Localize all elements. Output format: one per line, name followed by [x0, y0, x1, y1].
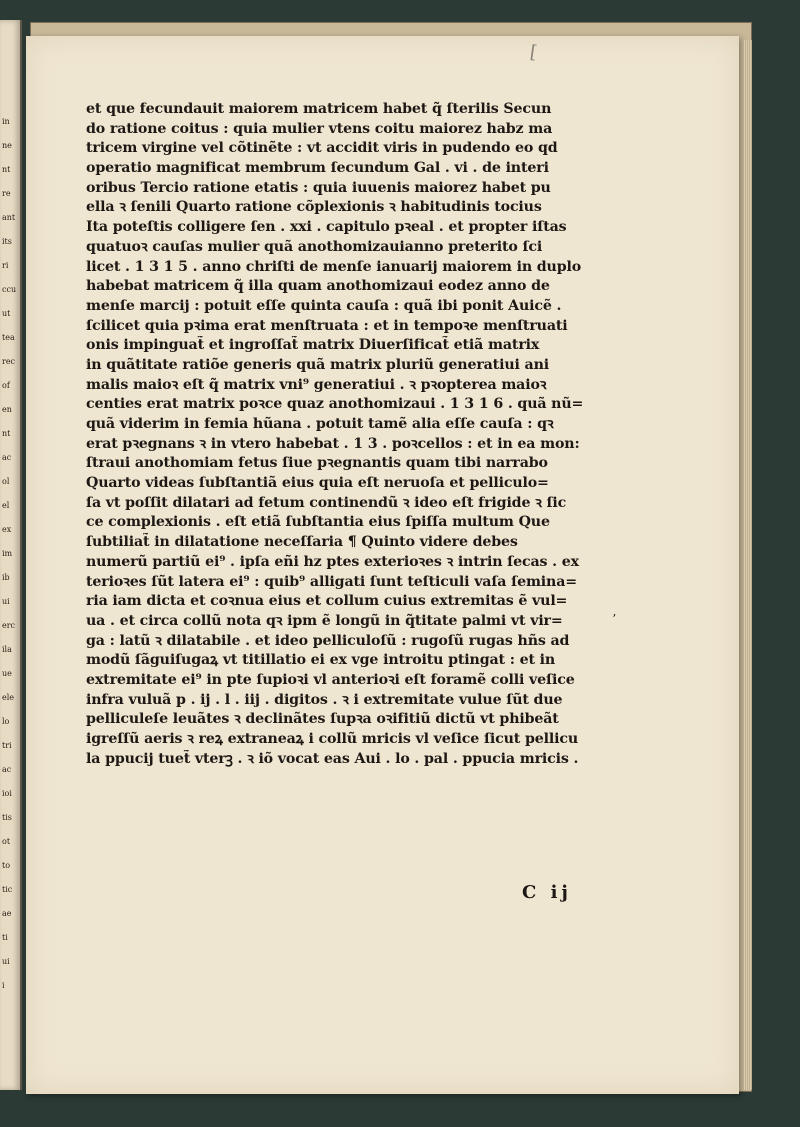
text-line: ella ꝛ ſenili Quarto ratione cõplexionis ꝛ habitudinis tocius	[86, 199, 542, 216]
binding-fragment: ut	[2, 309, 11, 318]
binding-fragment: ae	[2, 909, 12, 918]
text-line: ſcilicet quia pꝛima erat menſtruata : et in tempoꝛe menſtruati	[86, 317, 568, 334]
text-line: habebat matricem q̃ illa quam anothomizaui eodez anno de	[86, 278, 550, 295]
text-line: ce complexionis . eſt etiã ſubſtantia eius ſpiſſa multum Que	[86, 514, 550, 531]
binding-fragment: ti	[2, 933, 8, 942]
text-line: centies erat matrix poꝛce quaz anothomizaui . 1 3 1 6 . quã nũ=	[86, 396, 584, 413]
binding-fragment: ol	[2, 477, 10, 486]
binding-fragment: ot	[2, 837, 11, 846]
binding-fragment: erc	[2, 621, 16, 630]
binding-fragment: ele	[2, 693, 15, 702]
text-line: onis impinguat̃ et ingroſſat̃ matrix Diuerſificat̃ etiã matrix	[86, 337, 540, 354]
binding-fragment: el	[2, 501, 10, 510]
text-line: modũ ſãguiſugaꝝ vt titillatio ei ex vge introitu ptingat : et in	[86, 652, 556, 669]
text-line: malis maioꝛ eſt q̃ matrix vni⁹ generatiui . ꝛ pꝛopterea maioꝛ	[86, 376, 547, 393]
binding-fragment: ne	[2, 141, 12, 150]
text-line: infra vuluã p . ij . l . iij . digitos . ꝛ i extremitate vulue ſũt due	[86, 691, 563, 708]
body-text	[86, 100, 604, 769]
text-line: Ita poteſtis colligere ſen . xxi . capitulo pꝛeal . et propter iſtas	[86, 219, 567, 236]
binding-fragment: ri	[2, 261, 9, 270]
binding-fragment: tea	[2, 333, 15, 342]
text-line: pelliculeſe leuãtes ꝛ declinãtes ſupꝛa oꝛifitiũ dictũ vt phibeãt	[86, 711, 559, 728]
binding-fragment: ccu	[2, 285, 17, 294]
margin-mark: ʼ	[612, 612, 616, 626]
text-line: oribus Tercio ratione etatis : quia iuuenis maiorez habet pu	[86, 179, 551, 196]
text-line: la ppucij tuet̃ vterꝫ . ꝛ iõ vocat eas Aui . lo . pal . ppucia mricis .	[86, 750, 579, 767]
binding-fragment: ant	[2, 213, 16, 222]
text-line: quatuoꝛ cauſas mulier quã anothomizauianno preterito ſci	[86, 238, 543, 255]
text-line: igreſſũ aeris ꝛ reꝝ extraneaꝝ i collũ mricis vl veſice ſicut pellicu	[86, 731, 579, 747]
text-line: ſubtiliat̃ in dilatatione neceſſaria ¶ Quinto videre debes	[86, 534, 518, 551]
text-line: menſe marcij : potuit eſſe quinta cauſa : quã ibi ponit Auicẽ .	[86, 297, 562, 314]
page-edge	[744, 40, 752, 1090]
text-line: ſa vt poſſit dilatari ad fetum continendũ ꝛ ideo eſt frigide ꝛ ſic	[86, 494, 567, 511]
text-line: quã viderim in femia hũana . potuit tamẽ alia eſſe cauſa : qꝛ	[86, 416, 554, 432]
binding-fragment: en	[2, 405, 12, 414]
text-line: Quarto videas ſubſtantiã eius quia eſt neruoſa et pelliculo=	[86, 475, 549, 492]
text-line: licet . 1 3 1 5 . anno chriſti de menſe ianuarij maiorem in duplo	[86, 258, 582, 275]
binding-fragment: ac	[2, 765, 12, 774]
binding-fragment: ioi	[2, 789, 12, 798]
text-line: terioꝛes ſũt latera ei⁹ : quib⁹ alligati ſunt teſticuli vaſa ſemina=	[86, 573, 577, 590]
binding-fragment: ila	[2, 645, 12, 654]
binding-fragment: ex	[2, 525, 12, 534]
binding-text-fragments	[0, 110, 20, 998]
binding-fragment: re	[2, 189, 11, 198]
text-line: erat pꝛegnans ꝛ in vtero habebat . 1 3 . poꝛcellos : et in ea mon:	[86, 435, 580, 452]
binding-fragment: ui	[2, 597, 10, 606]
signature-mark: C ij	[522, 882, 572, 903]
binding-fragment: ue	[2, 669, 12, 678]
text-line: ga : latũ ꝛ dilatabile . et ideo pelliculoſũ : rugoſũ rugas hñs ad	[86, 632, 570, 649]
binding-fragment: nt	[2, 429, 11, 438]
text-line: numerũ partiũ ei⁹ . ipſa eñi hz ptes exterioꝛes ꝛ intrin ſecas . ex	[86, 553, 579, 570]
binding-fragment: tis	[2, 813, 12, 822]
text-line: ua . et circa collũ nota qꝛ ipm ẽ longũ in q̃titate palmi vt vir=	[86, 612, 563, 629]
text-line: extremitate ei⁹ in pte ſupioꝛi vl anterioꝛi eſt foramẽ colli veſice	[86, 671, 575, 688]
binding-fragment: rec	[2, 357, 16, 366]
binding-fragment: tri	[2, 741, 12, 750]
text-line: do ratione coitus : quia mulier vtens coitu maiorez habz ma	[86, 120, 553, 137]
pencil-mark: [	[528, 41, 539, 64]
binding-fragment: im	[2, 549, 13, 558]
book-binding-gutter	[0, 20, 22, 1090]
binding-fragment: nt	[2, 165, 11, 174]
binding-fragment: in	[2, 117, 10, 126]
binding-fragment: ac	[2, 453, 12, 462]
binding-fragment: ui	[2, 957, 10, 966]
binding-fragment: tic	[2, 885, 13, 894]
text-line: ria iam dicta et coꝛnua eius et collum cuius extremitas ẽ vul=	[86, 593, 568, 610]
text-line: et que fecundauit maiorem matricem habet q̃ ſterilis Secun	[86, 101, 552, 117]
text-line: tricem virgine vel cõtinẽte : vt accidit viris in pudendo eo qd	[86, 140, 558, 157]
binding-fragment: i	[2, 981, 5, 990]
binding-fragment: of	[2, 381, 10, 390]
binding-fragment: its	[2, 237, 12, 246]
binding-fragment: lo	[2, 717, 10, 726]
text-line: in quãtitate ratiõe generis quã matrix pluriũ generatiui ani	[86, 356, 549, 373]
binding-fragment: to	[2, 861, 11, 870]
binding-fragment: ib	[2, 573, 10, 582]
text-line: operatio magnificat membrum ſecundum Gal . vi . de interi	[86, 160, 549, 177]
text-line: ſtraui anothomiam fetus ſiue pꝛegnantis quam tibi narrabo	[86, 455, 548, 472]
